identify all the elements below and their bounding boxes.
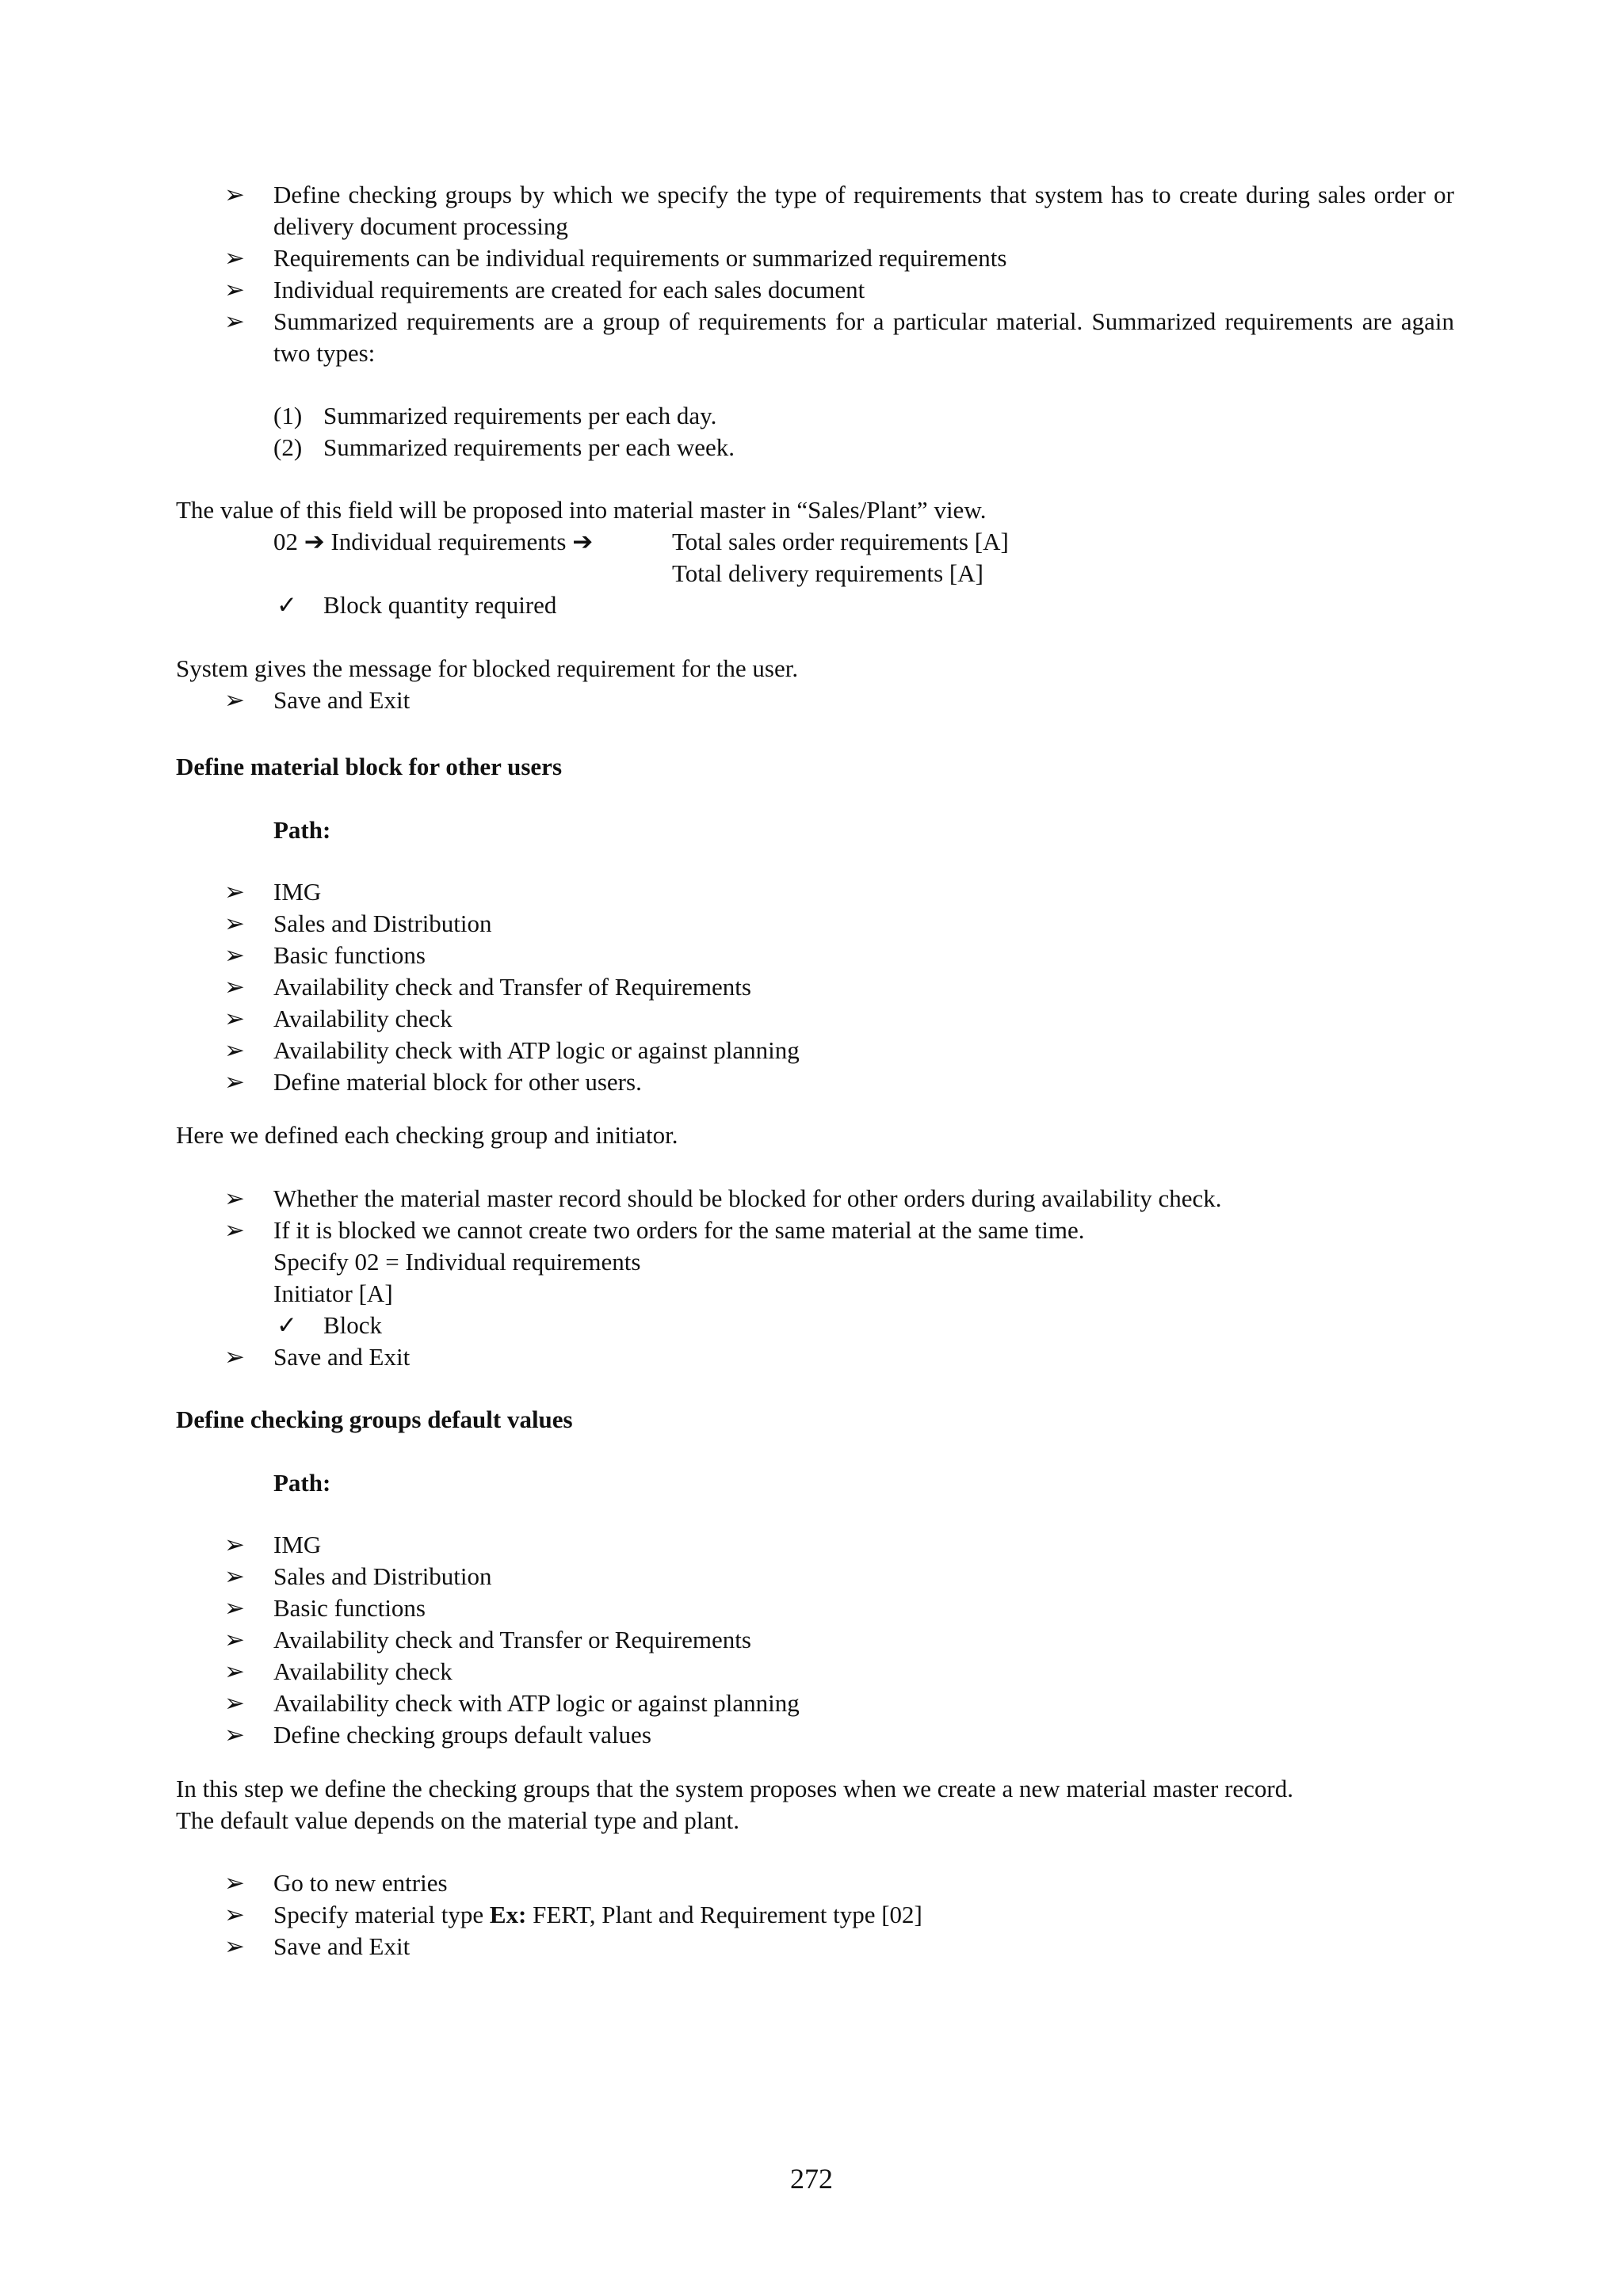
list-item <box>0 179 1454 242</box>
list-item-text: Go to new entries <box>273 1869 448 1897</box>
requirement-code <box>273 526 593 558</box>
arrow-bullet-icon: ➢ <box>224 1216 245 1244</box>
list-item <box>0 274 1454 306</box>
arrow-bullet-icon: ➢ <box>224 1721 245 1749</box>
item-number: (1) <box>273 402 303 429</box>
path-item <box>0 876 1454 908</box>
block-bullet-list <box>0 1183 1623 1373</box>
path-item-text: IMG <box>273 1531 322 1558</box>
path-item-text: Availability check and Transfer of Requirements <box>273 973 751 1001</box>
list-item <box>0 1183 1454 1215</box>
list-item <box>0 1341 1454 1373</box>
requirement-mapping <box>0 526 1623 589</box>
arrow-bullet-icon: ➢ <box>224 1531 245 1558</box>
arrow-bullet-icon: ➢ <box>224 1594 245 1622</box>
arrow-bullet-icon: ➢ <box>224 1343 245 1371</box>
path-label: Path: <box>273 1469 331 1497</box>
list-item-text: Requirements can be individual requirements or summarized requirements <box>273 244 1007 272</box>
arrow-bullet-icon: ➢ <box>224 686 245 714</box>
list-item <box>0 242 1454 274</box>
intro-bullet-list <box>0 179 1623 369</box>
path-item-text: Define checking groups default values <box>273 1721 651 1749</box>
path-item-text: Define material block for other users. <box>273 1068 642 1096</box>
list-item-text: If it is blocked we cannot create two orders for the same material at the same time. <box>273 1216 1085 1244</box>
item-text: Summarized requirements per each day. <box>323 402 717 429</box>
arrow-bullet-icon: ➢ <box>224 1562 245 1590</box>
path-label: Path: <box>273 816 331 844</box>
specify-suffix: FERT, Plant and Requirement type [02] <box>533 1901 922 1928</box>
specify-line: Specify 02 = Individual requirements <box>273 1248 641 1276</box>
path-item <box>0 1066 1454 1098</box>
path-item <box>0 908 1454 940</box>
path-item <box>0 1719 1454 1751</box>
total-sales-requirements: Total sales order requirements [A] <box>672 528 1009 555</box>
path-item <box>0 1561 1454 1592</box>
paragraph: Here we defined each checking group and initiator. <box>176 1121 678 1149</box>
paragraph <box>0 1773 1460 1836</box>
paragraph: System gives the message for blocked requirement for the user. <box>176 654 799 682</box>
item-text: Summarized requirements per each week. <box>323 433 735 461</box>
checked-item-text: Block quantity required <box>323 591 557 619</box>
list-item-text: Save and Exit <box>273 1343 411 1371</box>
arrow-bullet-icon: ➢ <box>224 973 245 1001</box>
final-bullet-list <box>0 1867 1623 1962</box>
list-item-text: Save and Exit <box>273 686 411 714</box>
section-heading: Define checking groups default values <box>176 1405 573 1433</box>
path-item <box>0 1688 1454 1719</box>
path-item <box>0 1592 1454 1624</box>
arrow-bullet-icon: ➢ <box>224 1689 245 1717</box>
arrow-bullet-icon: ➢ <box>224 941 245 969</box>
specify-prefix: Specify material type <box>273 1901 484 1928</box>
arrow-bullet-icon: ➢ <box>224 878 245 906</box>
path-item-text: Sales and Distribution <box>273 1562 492 1590</box>
arrow-bullet-icon: ➢ <box>224 276 245 303</box>
path-item-text: Availability check <box>273 1657 453 1685</box>
path-item-text: Basic functions <box>273 941 426 969</box>
path-item-text: IMG <box>273 878 322 906</box>
example-label: Ex: <box>489 1901 527 1928</box>
path-item <box>0 1656 1454 1688</box>
initiator-line: Initiator [A] <box>273 1280 393 1307</box>
path-list <box>0 1529 1623 1751</box>
list-item-text: Define checking groups by which we specify the type of requirements that system has to create during sales order or delivery document processing <box>273 181 1454 240</box>
numbered-item <box>0 400 1623 432</box>
arrow-bullet-icon: ➢ <box>224 181 245 208</box>
arrow-bullet-icon: ➢ <box>224 307 245 335</box>
arrow-bullet-icon: ➢ <box>224 1005 245 1032</box>
arrow-right-icon: ➔ <box>572 528 594 555</box>
arrow-bullet-icon: ➢ <box>224 1184 245 1212</box>
path-item <box>0 1624 1454 1656</box>
path-item-text: Sales and Distribution <box>273 910 492 937</box>
arrow-bullet-icon: ➢ <box>224 910 245 937</box>
arrow-right-icon: ➔ <box>304 528 325 555</box>
path-item-text: Availability check and Transfer or Requirements <box>273 1626 751 1653</box>
arrow-bullet-icon: ➢ <box>224 1932 245 1960</box>
arrow-bullet-icon: ➢ <box>224 1869 245 1897</box>
list-item <box>0 1215 1454 1246</box>
path-list <box>0 876 1623 1098</box>
page-number: 272 <box>790 2163 833 2195</box>
path-item-text: Availability check with ATP logic or against planning <box>273 1689 800 1717</box>
path-item-text: Availability check with ATP logic or against planning <box>273 1036 800 1064</box>
arrow-bullet-icon: ➢ <box>224 1901 245 1928</box>
path-item-text: Basic functions <box>273 1594 426 1622</box>
path-item <box>0 1035 1454 1066</box>
requirement-code-value: 02 <box>273 528 298 555</box>
path-item <box>0 1003 1454 1035</box>
paragraph-line: The default value depends on the material type and plant. <box>176 1806 740 1834</box>
requirement-row <box>0 526 1623 558</box>
requirement-row <box>0 558 1623 589</box>
paragraph-line: In this step we define the checking groups that the system proposes when we create a new material master record. <box>176 1775 1294 1802</box>
paragraph: The value of this field will be proposed into material master in “Sales/Plant” view. <box>176 496 987 524</box>
list-item <box>0 1899 1454 1931</box>
list-item-text: Save and Exit <box>273 1932 411 1960</box>
checkmark-icon: ✓ <box>277 591 297 619</box>
list-item-text: Summarized requirements are a group of requirements for a particular material. Summarized requirements are again two types: <box>273 307 1454 367</box>
numbered-item <box>0 432 1623 463</box>
path-item <box>0 1529 1454 1561</box>
arrow-bullet-icon: ➢ <box>224 1626 245 1653</box>
checked-item-text: Block <box>323 1311 383 1339</box>
arrow-bullet-icon: ➢ <box>224 1068 245 1096</box>
path-item-text: Availability check <box>273 1005 453 1032</box>
item-number: (2) <box>273 433 303 461</box>
total-delivery-requirements: Total delivery requirements [A] <box>672 559 983 587</box>
requirement-label: Individual requirements <box>330 528 567 555</box>
list-item <box>0 685 1454 716</box>
list-item <box>0 306 1454 369</box>
arrow-bullet-icon: ➢ <box>224 1657 245 1685</box>
checked-item <box>0 589 1623 621</box>
path-item <box>0 940 1454 971</box>
path-item <box>0 971 1454 1003</box>
save-exit-line <box>0 685 1623 716</box>
list-item-text: Whether the material master record should be blocked for other orders during availability check. <box>273 1184 1222 1212</box>
list-item-text: Individual requirements are created for each sales document <box>273 276 865 303</box>
arrow-bullet-icon: ➢ <box>224 244 245 272</box>
arrow-bullet-icon: ➢ <box>224 1036 245 1064</box>
block-quantity-line <box>0 589 1623 621</box>
checked-item <box>0 1310 1623 1341</box>
checkmark-icon: ✓ <box>277 1311 297 1339</box>
list-item <box>0 1931 1454 1962</box>
section-heading: Define material block for other users <box>176 753 563 780</box>
list-item-text <box>273 1899 1454 1931</box>
numbered-list <box>0 400 1623 463</box>
list-item <box>0 1867 1454 1899</box>
